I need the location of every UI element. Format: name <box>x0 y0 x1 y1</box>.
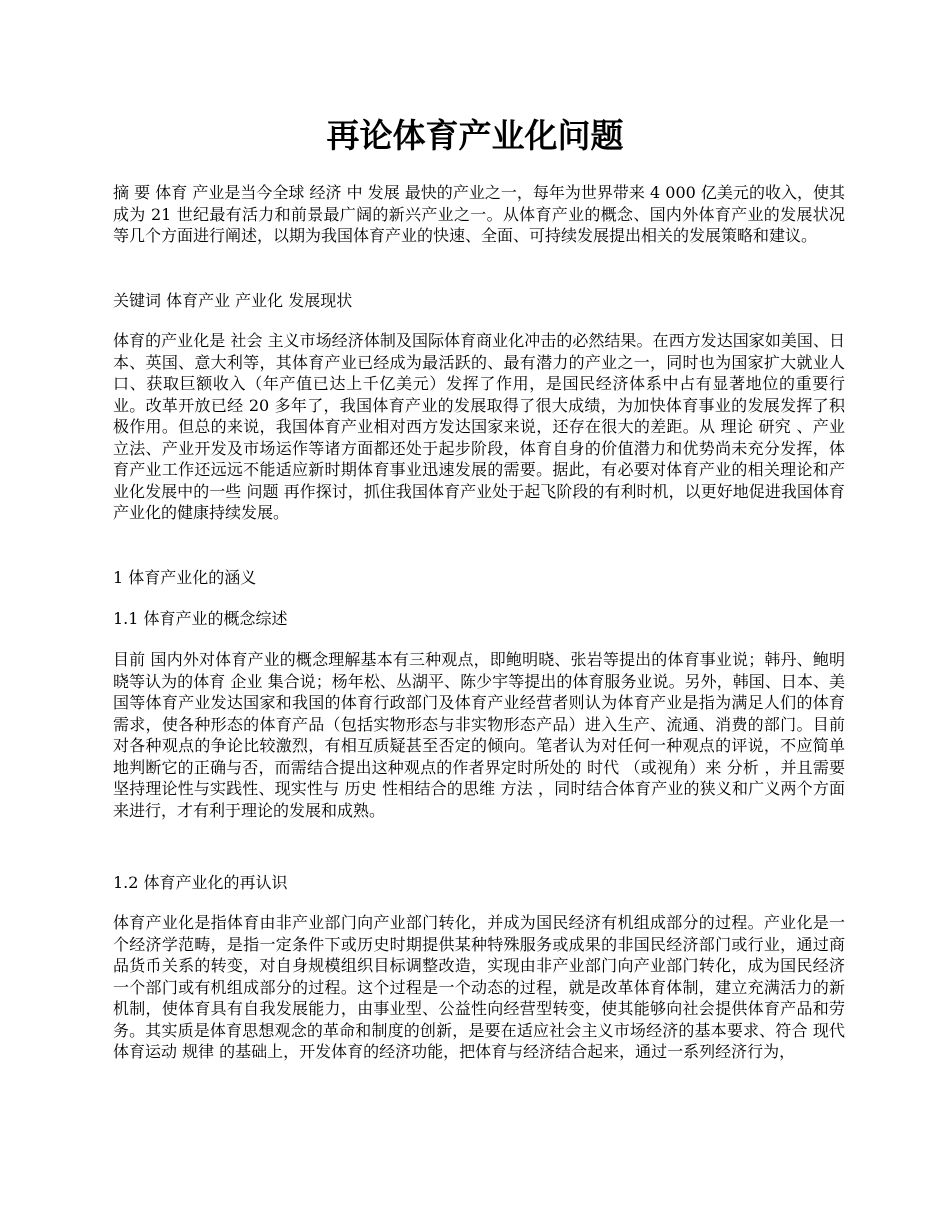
page-title: 再论体育产业化问题 <box>326 116 624 155</box>
section-1-2-heading: 1.2 体育产业化的再认识 <box>113 873 288 892</box>
section-1-2-paragraph: 体育产业化是指体育由非产业部门向产业部门转化，并成为国民经济有机组成部分的过程。产业化是一个经济学范畴，是指一定条件下或历史时期提供某种特殊服务或成果的非国民经济部门或行业，通过商品货币关系的转变，对自身规模组织目标调整改造，实现由非产业部门向产业部门转化，成为国民经济一个部门或有机组成部分的过程。这个过程是一个动态的过程，就是改革体育体制，建立充满活力的新机制，使体育具有自我发展能力，由事业型、公益性向经营型转变，使其能够向社会提供体育产品和劳务。其实质是体育思想观念的革命和制度的创新，是要在适应社会主义市场经济的基本要求、符合 现代 体育运动 规律 的基础上，开发体育的经济功能，把体育与经济结合起来，通过一系列经济行为， <box>113 913 845 1061</box>
section-1-1-paragraph: 目前 国内外对体育产业的概念理解基本有三种观点，即鲍明晓、张岩等提出的体育事业说；韩丹、鲍明晓等认为的体育 企业 集合说；杨年松、丛湖平、陈少宇等提出的体育服务业说。另外，韩国、日本、美国等体育产业发达国家和我国的体育行政部门及体育产业经营者则认为体育产业是指为满足人们的体育需求，使各种形态的体育产品（包括实物形态与非实物形态产品）进入生产、流通、消费的部门。目前对各种观点的争论比较激烈，有相互质疑甚至否定的倾向。笔者认为对任何一种观点的评说，不应简单地判断它的正确与否，而需结合提出这种观点的作者界定时所处的 时代 （或视角）来 分析 ，并且需要坚持理论性与实践性、现实性与 历史 性相结合的思维 方法 ，同时结合体育产业的狭义和广义两个方面来进行，才有利于理论的发展和成熟。 <box>113 650 845 820</box>
section-1-heading: 1 体育产业化的涵义 <box>113 568 257 587</box>
section-1-1-heading: 1.1 体育产业的概念综述 <box>113 609 288 628</box>
abstract-paragraph: 摘 要 体育 产业是当今全球 经济 中 发展 最快的产业之一，每年为世界带来 4 000 亿美元的收入，使其成为 21 世纪最有活力和前景最广阔的新兴产业之一。从体育产业的概念、国内外体育产业的发展状况等几个方面进行阐述，以期为我国体育产业的快速、全面、可持续发展提出相关的发展策略和建议。 <box>113 183 845 245</box>
keywords-line: 关键词 体育产业 产业化 发展现状 <box>113 291 353 310</box>
intro-paragraph: 体育的产业化是 社会 主义市场经济体制及国际体育商业化冲击的必然结果。在西方发达国家如美国、日本、英国、意大利等，其体育产业已经成为最活跃的、最有潜力的产业之一，同时也为国家扩大就业人口、获取巨额收入（年产值已达上千亿美元）发挥了作用，是国民经济体系中占有显著地位的重要行业。改革开放已经 20 多年了，我国体育产业的发展取得了很大成绩，为加快体育事业的发展发挥了积极作用。但总的来说，我国体育产业相对西方发达国家来说，还存在很大的差距。从 理论 研究 、产业立法、产业开发及市场运作等诸方面都还处于起步阶段，体育自身的价值潜力和优势尚未充分发挥，体育产业工作还远远不能适应新时期体育事业迅速发展的需要。据此，有必要对体育产业的相关理论和产业化发展中的一些 问题 再作探讨，抓住我国体育产业处于起飞阶段的有利时机，以更好地促进我国体育产业化的健康持续发展。 <box>113 331 845 522</box>
